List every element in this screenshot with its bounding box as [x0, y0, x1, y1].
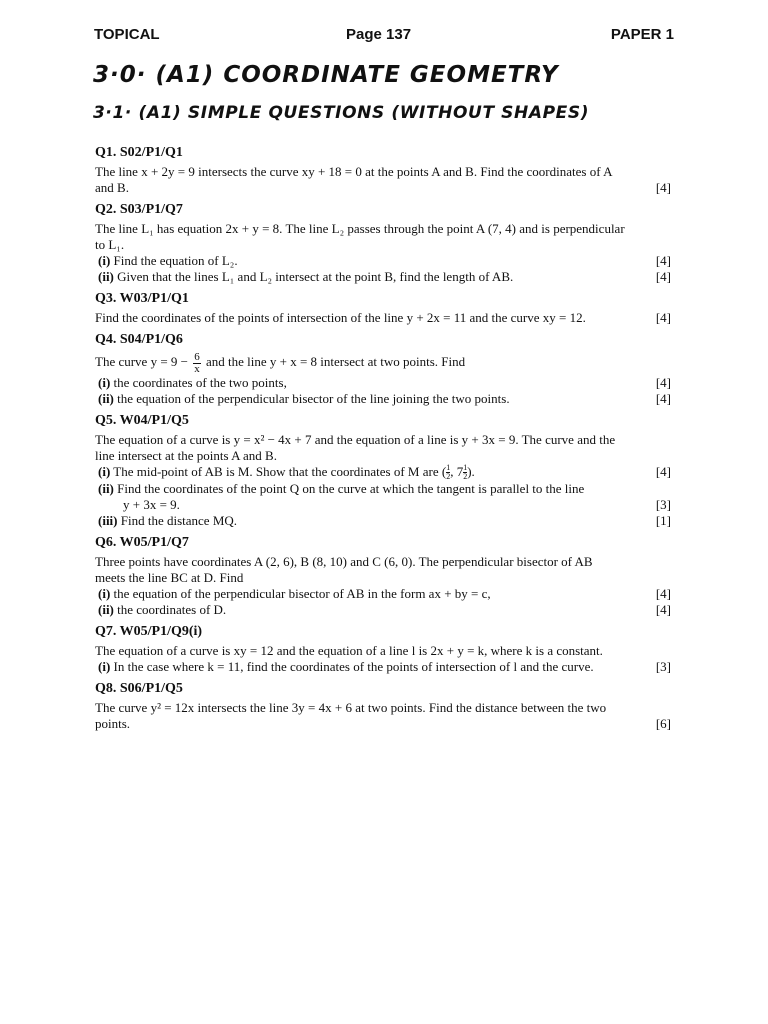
part-label: (ii)	[98, 269, 114, 284]
mark: [4]	[655, 586, 671, 602]
fraction-denominator: x	[194, 362, 200, 375]
question-text: and B.	[95, 180, 129, 195]
question-text: points.	[95, 716, 131, 732]
question-text-line	[95, 310, 675, 326]
part-label: (iii)	[98, 513, 118, 529]
question-title: Q1. S02/P1/Q1	[95, 145, 183, 160]
fraction-numerator: 1	[446, 463, 451, 473]
question-text: The line x + 2y = 9 intersects the curve xy + 18 = 0 at the points A and B. Find the coordinates of A	[95, 164, 613, 179]
chapter-heading: 3·0· (A1) COORDINATE GEOMETRY	[93, 62, 559, 88]
question-part	[95, 391, 675, 407]
header-page-number: Page 137	[346, 26, 412, 43]
part-text: the equation of the perpendicular bisector of the line joining the two points.	[117, 390, 510, 406]
part-label: (i)	[98, 659, 111, 675]
mark: [1]	[655, 513, 671, 529]
question-title: Q7. W05/P1/Q9(i)	[95, 624, 203, 640]
part-text: y + 3x = 9.	[123, 497, 180, 513]
question-title: Q5. W04/P1/Q5	[95, 412, 189, 428]
part-label: (i)	[98, 253, 111, 268]
question-part	[95, 602, 675, 618]
fraction	[193, 352, 201, 375]
mark: [4]	[655, 180, 671, 195]
question-text: Find the coordinates of the points of intersection of the line y + 2x = 11 and the curve xy = 12.	[95, 310, 586, 325]
mark: [4]	[655, 269, 671, 284]
question-text: The equation of a curve is xy = 12 and the equation of a line l is 2x + y = k, where k is a constant.	[95, 643, 603, 659]
header-right: PAPER 1	[610, 26, 674, 43]
mark: [4]	[655, 602, 671, 618]
part-text: the equation of the perpendicular bisector of AB in the form ax + by = c,	[113, 586, 491, 602]
question-part	[95, 586, 675, 602]
fraction-numerator: 1	[463, 463, 468, 473]
mark: [4]	[655, 310, 671, 325]
part-text: ).	[467, 463, 475, 479]
part-text: Find the equation of L₂.	[113, 253, 238, 268]
part-label: (ii)	[98, 390, 114, 406]
question-text: line intersect at the points A and B.	[95, 447, 277, 463]
part-label: (ii)	[98, 602, 114, 618]
question-text: The curve y = 9 −	[95, 354, 188, 369]
question-part	[95, 269, 675, 285]
fraction-numerator: 6	[194, 350, 200, 363]
question-text: The equation of a curve is y = x² − 4x + 7 and the equation of a line is y + 3x = 9. The curve and the	[95, 431, 616, 447]
question-part	[95, 464, 675, 482]
question-text-line	[95, 351, 675, 375]
mark: [4]	[655, 374, 671, 390]
question-part	[95, 253, 675, 269]
page-header	[94, 26, 674, 46]
part-label: (i)	[98, 586, 111, 602]
question-text: Three points have coordinates A (2, 6), B (8, 10) and C (6, 0). The perpendicular bisector of AB	[95, 554, 593, 570]
question-text: meets the line BC at D. Find	[95, 570, 244, 586]
question-text: The line L₁ has equation 2x + y = 8. The line L₂ passes through the point A (7, 4) and is perpendicular	[95, 221, 625, 236]
question-title: Q3. W03/P1/Q1	[95, 291, 189, 306]
question-title: Q2. S03/P1/Q7	[95, 202, 183, 217]
question-text: and the line y + x = 8 intersect at two points. Find	[206, 354, 466, 369]
fraction-denominator: 2	[463, 472, 468, 482]
mark: [4]	[655, 463, 671, 479]
header-left: TOPICAL	[94, 26, 160, 43]
question-text-line	[95, 716, 675, 732]
part-text: Find the coordinates of the point Q on the curve at which the tangent is parallel to the line	[117, 481, 585, 497]
question-text: to L₁.	[95, 237, 125, 252]
mark: [4]	[655, 253, 671, 268]
question-part	[95, 513, 675, 529]
part-label: (i)	[98, 374, 111, 390]
part-text: The mid-point of AB is M. Show that the coordinates of M are (	[113, 463, 447, 479]
question-text: The curve y² = 12x intersects the line 3y = 4x + 6 at two points. Find the distance between the two	[95, 700, 607, 716]
part-text: In the case where k = 11, find the coordinates of the points of intersection of l and the curve.	[113, 659, 594, 675]
question-text-line	[95, 180, 675, 196]
mark: [3]	[655, 659, 671, 675]
part-text: Find the distance MQ.	[120, 513, 238, 529]
part-text: the coordinates of the two points,	[113, 374, 287, 390]
fraction-denominator: 2	[446, 472, 451, 482]
question-title: Q8. S06/P1/Q5	[95, 681, 183, 697]
part-label: (i)	[98, 463, 111, 479]
part-text: the coordinates of D.	[117, 602, 227, 618]
mark: [3]	[655, 497, 671, 513]
question-part	[95, 481, 675, 497]
question-part-continued	[95, 497, 675, 513]
part-text: , 7	[450, 463, 464, 479]
part-label: (ii)	[98, 481, 114, 497]
questions-list	[95, 145, 675, 732]
question-part	[95, 375, 675, 391]
mark: [6]	[655, 716, 671, 732]
mark: [4]	[655, 390, 671, 406]
section-heading: 3·1· (A1) SIMPLE QUESTIONS (WITHOUT SHAPES)	[93, 103, 590, 123]
question-title: Q4. S04/P1/Q6	[95, 332, 183, 347]
question-title: Q6. W05/P1/Q7	[95, 535, 189, 551]
part-text: Given that the lines L₁ and L₂ intersect at the point B, find the length of AB.	[117, 269, 514, 284]
question-part	[95, 659, 675, 675]
